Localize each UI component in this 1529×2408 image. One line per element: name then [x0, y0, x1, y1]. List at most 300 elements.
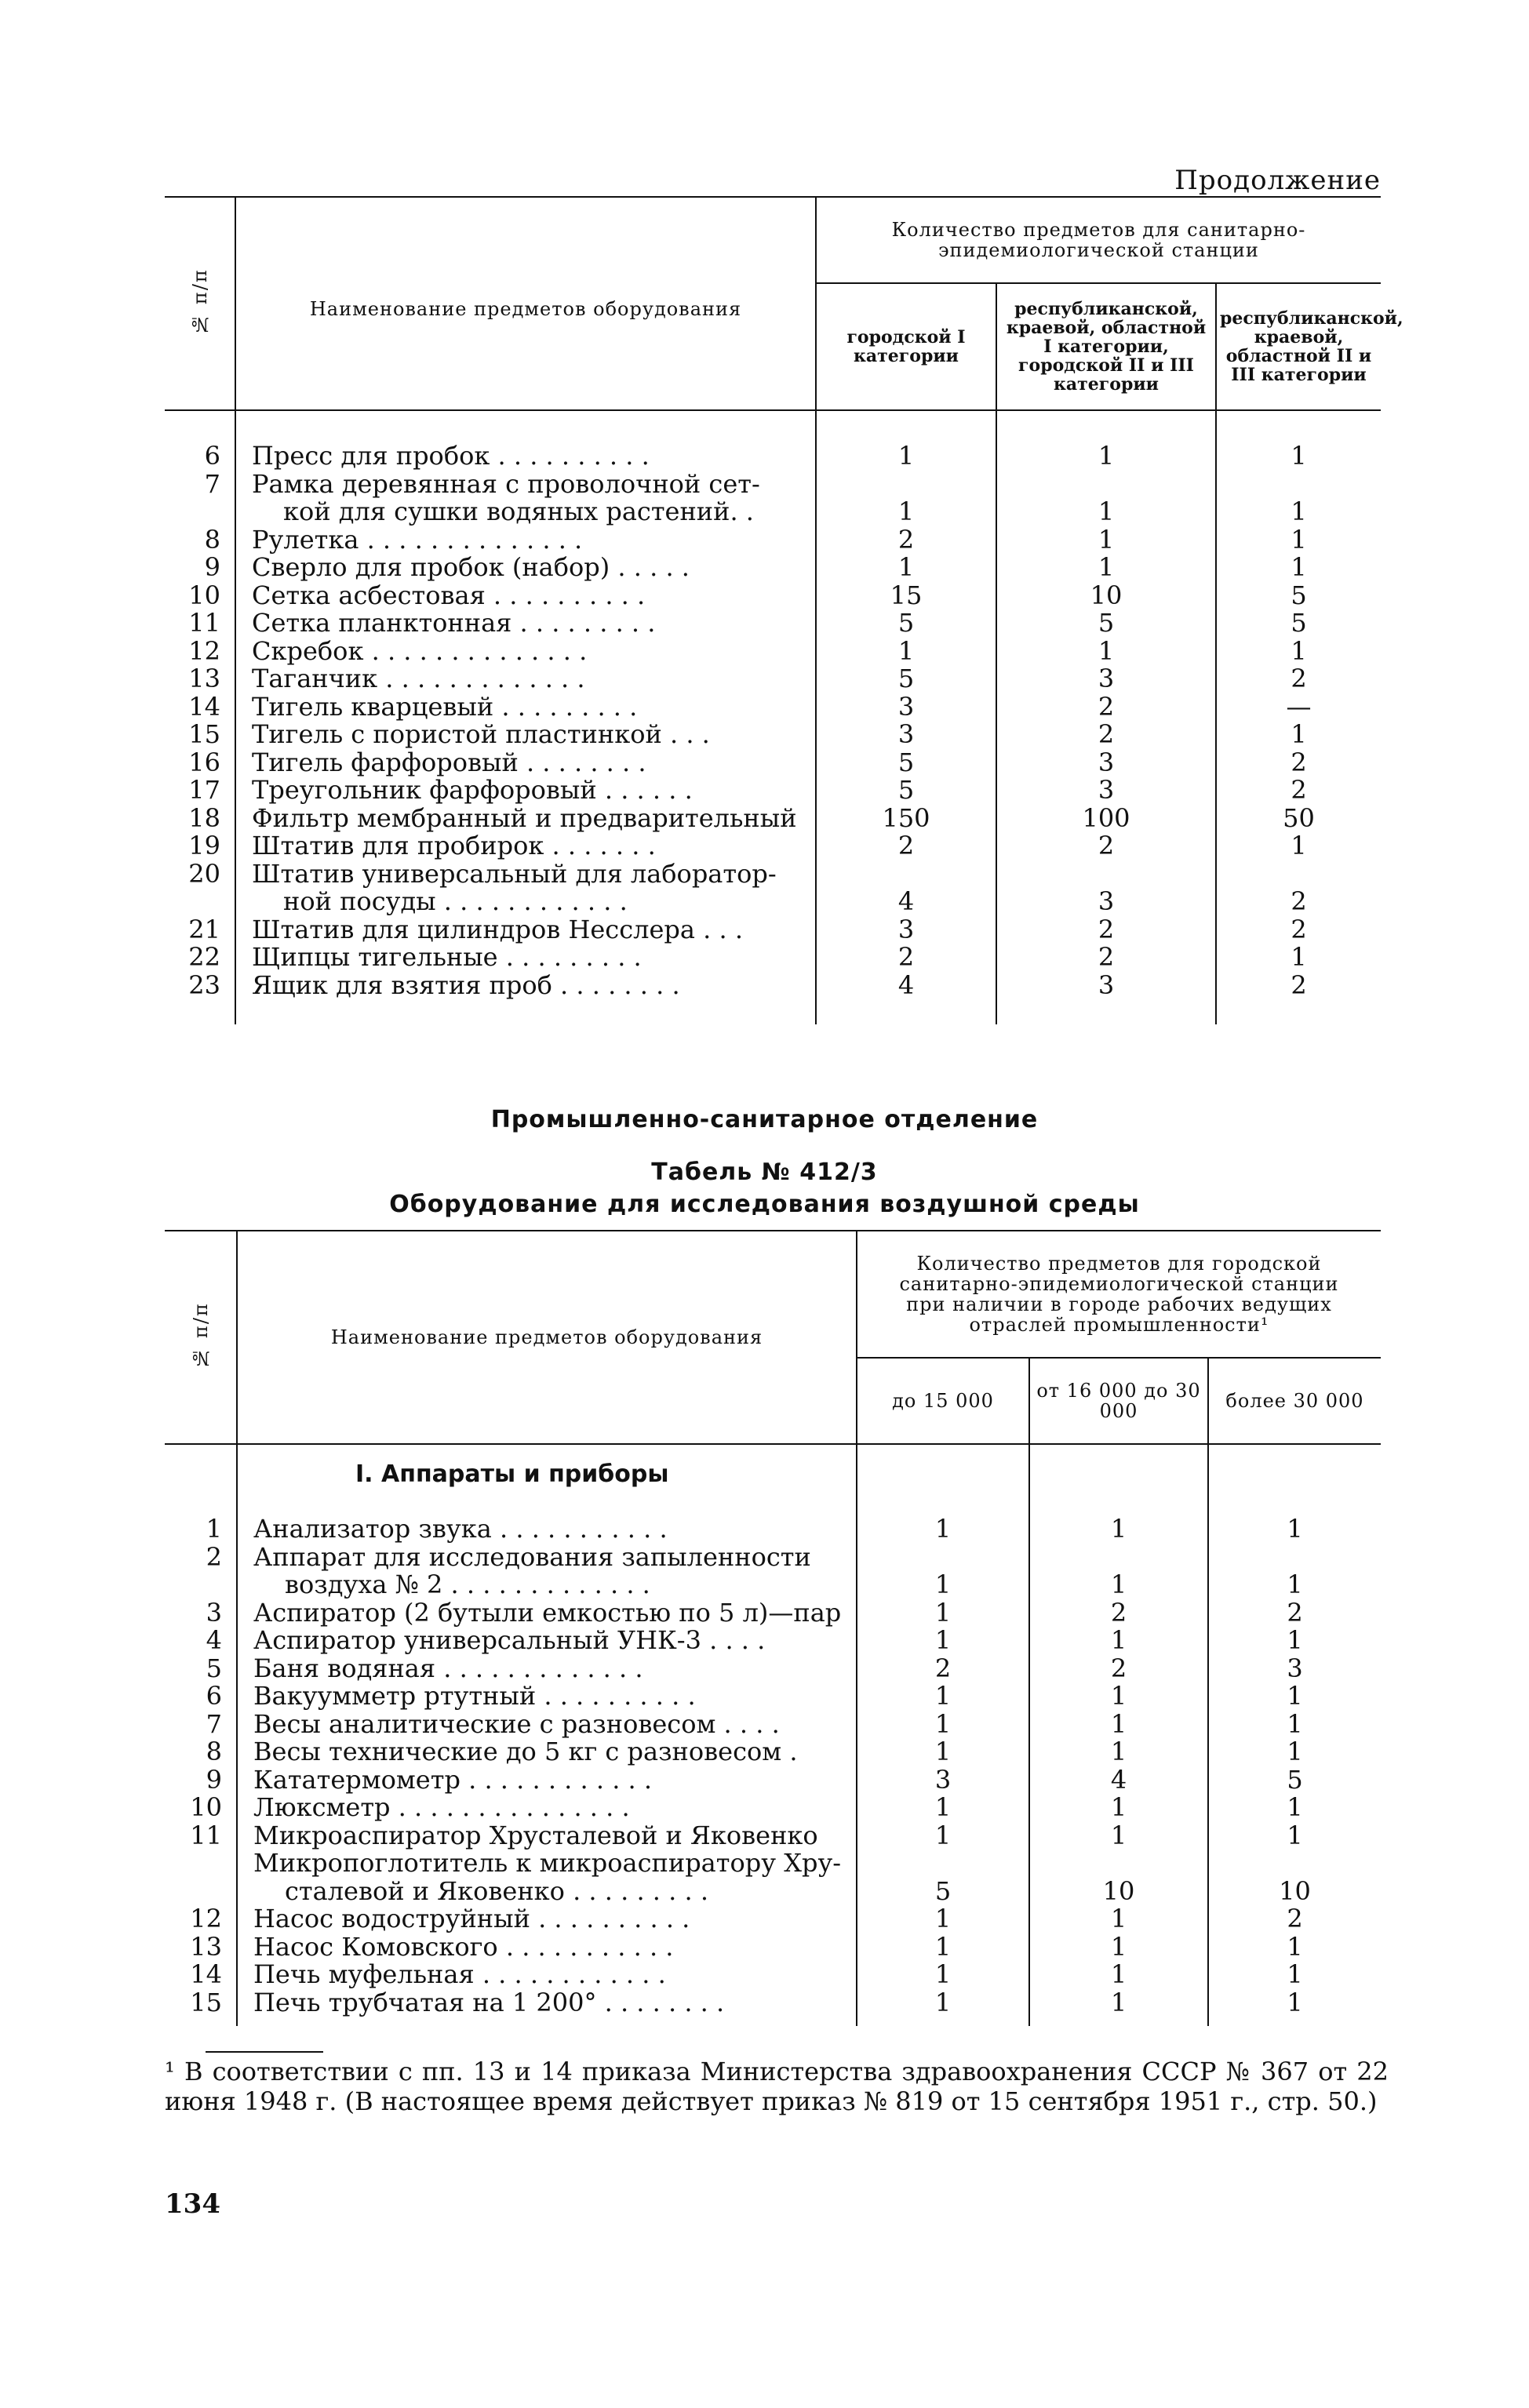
row-number-text: 6: [206, 1681, 222, 1711]
row-name: [237, 1989, 857, 2017]
row-value-line: 2: [1291, 747, 1307, 777]
row-value-line: 10: [1090, 580, 1123, 610]
row-number-text: 4: [206, 1625, 222, 1655]
row-name-line: Весы технические до 5 кг с разновесом .: [253, 1737, 798, 1766]
row-value-line: 1: [1110, 1737, 1127, 1766]
row-value-line: 1: [1287, 1570, 1303, 1599]
row-number: [165, 1989, 237, 2017]
row-number: [165, 468, 235, 526]
row-name: [237, 1961, 857, 1989]
group-header: Количество предметов для санитарно-эпидемиологической станции: [816, 197, 1381, 283]
row-value-line: 50: [1283, 802, 1315, 833]
footnote: ¹ В соответствии с пп. 13 и 14 приказа Министерства здравоохранения СССР № 367 от 22 июня 1948 г. (В настоящее время действует приказ № 819 от 15 сентября 1951 г., стр. 50.): [165, 2057, 1389, 2116]
row-name-line: Тигель кварцевый . . . . . . . . .: [252, 691, 638, 722]
row-value-line: 1: [934, 1625, 952, 1655]
spacer-cell: [1216, 410, 1381, 442]
row-value: [816, 777, 996, 805]
row-value: [857, 1933, 1029, 1962]
row-value-line: 100: [1082, 802, 1130, 833]
page-number: 134: [165, 2188, 220, 2220]
row-number-text: 7: [206, 1708, 222, 1739]
row-name: [237, 1822, 857, 1906]
row-number: [165, 609, 235, 638]
row-value: [816, 969, 996, 1000]
row-value-line: 3: [1098, 969, 1115, 1000]
row-value: [816, 832, 996, 860]
row-value: [1029, 1961, 1208, 1989]
row-value: [1208, 1655, 1381, 1683]
col-header-1: до 15 000: [857, 1358, 1029, 1444]
table-row: [165, 471, 1381, 526]
row-value: [1216, 916, 1381, 944]
table-row: [165, 1794, 1381, 1822]
row-number-text: 6: [204, 441, 220, 471]
row-value: [857, 1515, 1029, 1544]
spacer-cell: [1208, 1444, 1381, 1460]
row-name-line: Вакуумметр ртутный . . . . . . . . . .: [253, 1681, 696, 1711]
row-number: [165, 944, 235, 972]
row-value-line: [817, 860, 996, 889]
row-value-line: 3: [897, 914, 915, 944]
row-value: [996, 693, 1216, 722]
row-value: [1216, 609, 1381, 638]
row-name-line: Кататермометр . . . . . . . . . . . .: [253, 1764, 653, 1795]
row-name-line: Весы аналитические с разновесом . . . .: [253, 1708, 780, 1739]
row-value-line: 1: [1287, 1987, 1303, 2017]
row-value: [1029, 1627, 1208, 1655]
row-number-text: 14: [188, 691, 220, 722]
row-value: [1216, 693, 1381, 722]
row-value-line: 5: [1287, 1764, 1303, 1795]
spacer-cell: [857, 2017, 1029, 2026]
row-value-line: 15: [890, 580, 923, 610]
row-name-line: Люксметр . . . . . . . . . . . . . . .: [253, 1792, 630, 1822]
row-number-text: 13: [190, 1931, 222, 1962]
row-value-line: [1209, 1544, 1381, 1572]
row-number: [165, 1905, 237, 1933]
spacer-cell: [857, 1444, 1029, 1460]
row-name: [235, 554, 816, 582]
row-name-line: ной посуды . . . . . . . . . . . .: [283, 886, 628, 916]
table-row: [165, 1682, 1381, 1711]
row-value-line: 2: [934, 1653, 952, 1683]
row-value: [996, 777, 1216, 805]
row-value: [996, 802, 1216, 833]
row-value-line: 5: [897, 664, 915, 693]
spacer-cell: [1216, 999, 1381, 1024]
row-value-line: 1: [1110, 1681, 1127, 1711]
table-row: [165, 944, 1381, 972]
row-value-line: 2: [1098, 831, 1115, 860]
row-value-line: 2: [1291, 886, 1307, 916]
row-value: [1029, 1599, 1208, 1628]
row-value: [1208, 1794, 1381, 1822]
row-value: [1208, 1989, 1381, 2017]
row-value-line: [997, 860, 1215, 889]
row-value: [996, 916, 1216, 944]
row-value-line: 1: [1291, 831, 1307, 860]
row-value: [1216, 721, 1381, 749]
row-value-line: 5: [897, 747, 915, 777]
row-value: [816, 442, 996, 471]
row-number: [165, 554, 235, 582]
spacer-cell: [857, 1460, 1029, 1515]
row-number-text: 18: [188, 802, 220, 833]
row-name-line: Аспиратор универсальный УНК-3 . . . .: [253, 1625, 766, 1655]
row-value: [1208, 1933, 1381, 1962]
row-value: [857, 1708, 1029, 1739]
row-value-line: 1: [1110, 1708, 1127, 1739]
row-value: [996, 665, 1216, 693]
row-number: [165, 665, 235, 693]
row-name-line: сталевой и Яковенко . . . . . . . . .: [285, 1875, 708, 1906]
row-name-line: Сверло для пробок (набор) . . . . .: [252, 552, 690, 582]
row-value: [1216, 969, 1381, 1000]
row-value: [816, 860, 996, 916]
row-number: [165, 582, 235, 610]
row-value-line: 5: [1291, 580, 1307, 610]
row-name-line: Тигель с пористой пластинкой . . .: [252, 719, 710, 749]
row-value-line: 1: [1098, 635, 1115, 666]
row-number: [165, 832, 235, 860]
row-value-line: 2: [1291, 775, 1307, 805]
row-value: [996, 749, 1216, 777]
row-number-text: 11: [190, 1820, 222, 1850]
row-name: [237, 1905, 857, 1933]
table-row: [165, 860, 1381, 916]
row-number-text: 10: [190, 1792, 222, 1822]
row-value-line: [1030, 1544, 1207, 1572]
row-number: [165, 969, 235, 1000]
group-header: Количество предметов для городской санитарно-эпидемиологической станции при наличии в городе рабочих ведущих отраслей промышленности¹: [857, 1231, 1381, 1358]
row-name: [235, 860, 816, 916]
row-name-line: Печь муфельная . . . . . . . . . . . .: [253, 1959, 666, 1989]
row-value-line: 1: [934, 1708, 952, 1739]
spacer-cell: [165, 1444, 237, 1460]
row-value: [816, 916, 996, 944]
row-number: [165, 1655, 237, 1683]
row-value-line: 2: [1291, 914, 1307, 944]
row-number: [165, 1961, 237, 1989]
tabel-title: Табель № 412/3: [651, 1159, 878, 1186]
row-value-line: 1: [1110, 1792, 1127, 1822]
row-name: [235, 693, 816, 722]
row-value-line: 1: [1098, 497, 1115, 526]
row-value-line: 2: [897, 524, 915, 555]
row-value: [1029, 1708, 1208, 1739]
table-row: [165, 1627, 1381, 1655]
row-value: [857, 1544, 1029, 1599]
row-value: [816, 582, 996, 610]
row-value: [1208, 1708, 1381, 1739]
row-value-line: 1: [934, 1514, 952, 1544]
row-value-line: 2: [897, 942, 915, 972]
row-number: [165, 635, 235, 666]
row-value: [996, 554, 1216, 582]
row-value: [1029, 1822, 1208, 1906]
table-row: [165, 777, 1381, 805]
row-value: [1208, 1822, 1381, 1906]
row-value: [857, 1905, 1029, 1933]
row-name-line: Таганчик . . . . . . . . . . . . .: [252, 664, 585, 693]
row-value: [1216, 802, 1381, 833]
table-row: [165, 554, 1381, 582]
row-name: [235, 468, 816, 526]
row-name: [237, 1627, 857, 1655]
row-number-text: 2: [206, 1541, 222, 1572]
table-row: [165, 721, 1381, 749]
row-value-line: 1: [934, 1570, 952, 1599]
row-name: [235, 442, 816, 471]
row-value-line: 2: [1291, 664, 1307, 693]
spacer-cell: [1208, 2017, 1381, 2026]
row-name: [235, 916, 816, 944]
table-row: [165, 1933, 1381, 1962]
row-number: [165, 442, 235, 471]
row-value-line: 5: [1291, 608, 1307, 638]
spacer-cell: [165, 410, 235, 442]
row-value-line: 1: [1291, 719, 1307, 749]
row-value-line: 1: [934, 1792, 952, 1822]
row-name: [235, 777, 816, 805]
table-row: [165, 665, 1381, 693]
row-number: [165, 802, 235, 833]
row-value: [857, 1766, 1029, 1795]
row-value-line: [1030, 1850, 1207, 1878]
row-name: [237, 1933, 857, 1962]
row-value-line: 2: [1287, 1597, 1303, 1628]
row-value: [1029, 1794, 1208, 1822]
row-number-text: 15: [190, 1987, 222, 2017]
row-value: [857, 1627, 1029, 1655]
row-value: [1029, 1655, 1208, 1683]
row-value: [1029, 1682, 1208, 1711]
row-value-line: 1: [1110, 1570, 1127, 1599]
spacer-cell: [237, 1444, 857, 1460]
spacer-cell: [996, 999, 1216, 1024]
row-value: [816, 635, 996, 666]
table-row: [165, 1711, 1381, 1739]
row-value-line: 1: [1287, 1708, 1303, 1739]
row-value-line: 3: [1098, 747, 1115, 777]
row-value-line: 1: [1287, 1820, 1303, 1850]
row-value-line: 1: [1110, 1820, 1127, 1850]
row-value: [1029, 1766, 1208, 1795]
row-value-line: [997, 471, 1215, 499]
table-row: [165, 1961, 1381, 1989]
row-number: [165, 1766, 237, 1795]
row-number: [165, 721, 235, 749]
spacer-cell: [1029, 1444, 1208, 1460]
row-value: [816, 665, 996, 693]
row-value-line: 150: [882, 802, 930, 833]
table-row: [165, 526, 1381, 555]
row-value-line: [857, 1850, 1028, 1878]
row-value: [1029, 1989, 1208, 2017]
row-name: [237, 1766, 857, 1795]
row-value-line: 1: [897, 441, 915, 471]
row-number: [165, 693, 235, 722]
spacer-cell: [235, 999, 816, 1024]
row-value-line: 1: [934, 1820, 952, 1850]
spacer-cell: [816, 999, 996, 1024]
spacer-cell: [165, 999, 235, 1024]
row-value: [816, 609, 996, 638]
row-name: [235, 802, 816, 833]
table-row: [165, 1738, 1381, 1766]
row-value-line: 1: [897, 635, 915, 666]
row-value-line: 1: [897, 552, 915, 582]
row-number-text: 3: [206, 1597, 222, 1628]
row-name: [237, 1599, 857, 1628]
row-value-line: 2: [1098, 719, 1115, 749]
table-row: [165, 582, 1381, 610]
row-value: [857, 1655, 1029, 1683]
row-value-line: 2: [1098, 691, 1115, 722]
row-value-line: 1: [1291, 524, 1307, 555]
row-value-line: [817, 471, 996, 499]
row-name-line: Ящик для взятия проб . . . . . . . .: [252, 969, 680, 1000]
row-value-line: 1: [1110, 1514, 1127, 1544]
row-value-line: 1: [1287, 1737, 1303, 1766]
row-name: [237, 1738, 857, 1766]
table-row: [165, 972, 1381, 1000]
table-row: [165, 1905, 1381, 1933]
row-value: [1216, 749, 1381, 777]
row-number: [165, 916, 235, 944]
row-value-line: 3: [897, 719, 915, 749]
row-value-line: [1209, 1850, 1381, 1878]
row-number: [165, 1738, 237, 1766]
row-value: [996, 944, 1216, 972]
row-value-line: 2: [1098, 942, 1115, 972]
row-number-text: 5: [206, 1653, 222, 1683]
row-value-line: 1: [934, 1987, 952, 2017]
row-number: [165, 777, 235, 805]
row-value: [816, 554, 996, 582]
row-value: [1216, 582, 1381, 610]
table-title: Оборудование для исследования воздушной среды: [389, 1191, 1140, 1218]
row-number-text: 10: [188, 580, 220, 610]
row-number: [165, 1541, 237, 1599]
row-value-line: 1: [1287, 1792, 1303, 1822]
row-name-line: Тигель фарфоровый . . . . . . . .: [252, 747, 646, 777]
row-value-line: 1: [1110, 1625, 1127, 1655]
row-number-text: 1: [206, 1514, 222, 1544]
row-value-line: 3: [1098, 775, 1115, 805]
row-value: [1216, 442, 1381, 471]
row-name-line: Аспиратор (2 бутыли емкостью по 5 л)—пар: [253, 1597, 842, 1628]
row-value-line: —: [1286, 691, 1312, 722]
row-value: [816, 693, 996, 722]
table-row: [165, 442, 1381, 471]
row-value-line: 1: [1287, 1625, 1303, 1655]
row-value: [996, 582, 1216, 610]
col-num-header: № п/п: [165, 197, 235, 410]
table-row: [165, 749, 1381, 777]
row-value: [996, 526, 1216, 555]
row-value: [996, 969, 1216, 1000]
row-value-line: 5: [934, 1875, 952, 1906]
row-value-line: 3: [1098, 664, 1115, 693]
row-name-line: Треугольник фарфоровый . . . . . .: [252, 775, 693, 805]
row-value-line: 1: [1287, 1931, 1303, 1962]
row-value-line: 10: [1279, 1875, 1311, 1906]
row-number: [165, 1822, 237, 1906]
row-value-line: 3: [934, 1764, 952, 1795]
row-value-line: 10: [1102, 1875, 1135, 1906]
spacer-cell: [235, 410, 816, 442]
row-value-line: 1: [1110, 1931, 1127, 1962]
row-value: [857, 1989, 1029, 2017]
row-value: [816, 749, 996, 777]
row-value-line: 2: [1291, 969, 1307, 1000]
row-name: [237, 1794, 857, 1822]
col-num-header: № п/п: [165, 1231, 237, 1444]
row-name: [235, 609, 816, 638]
row-name-line: Насос Комовского . . . . . . . . . . .: [253, 1931, 674, 1962]
row-name-line: Аппарат для исследования запыленности: [253, 1541, 811, 1572]
row-number: [165, 1515, 237, 1544]
row-value: [857, 1961, 1029, 1989]
row-value: [1216, 526, 1381, 555]
row-name: [235, 969, 816, 1000]
row-value-line: [1217, 471, 1381, 499]
row-value: [996, 609, 1216, 638]
spacer-cell: [996, 410, 1216, 442]
row-value: [1208, 1627, 1381, 1655]
row-value: [857, 1599, 1029, 1628]
row-name-line: Рулетка . . . . . . . . . . . . . .: [252, 524, 583, 555]
row-value: [1208, 1544, 1381, 1599]
row-value-line: 1: [1098, 441, 1115, 471]
row-value-line: 1: [1287, 1959, 1303, 1989]
row-name-line: Микроаспиратор Хрусталевой и Яковенко: [253, 1820, 818, 1850]
row-value-line: 4: [1110, 1764, 1127, 1795]
row-number: [165, 749, 235, 777]
row-name: [235, 635, 816, 666]
col-header-1: городской I категории: [816, 283, 996, 410]
row-value: [1216, 777, 1381, 805]
row-value: [996, 635, 1216, 666]
col-header-3: более 30 000: [1208, 1358, 1381, 1444]
table-row: [165, 832, 1381, 860]
row-value-line: 1: [1098, 524, 1115, 555]
row-value: [1216, 635, 1381, 666]
row-name-line: воздуха № 2 . . . . . . . . . . . . .: [285, 1570, 650, 1599]
spacer-cell: [816, 410, 996, 442]
row-value: [857, 1682, 1029, 1711]
row-value-line: 1: [934, 1597, 952, 1628]
spacer-cell: [165, 2017, 237, 2026]
row-value-line: 2: [1098, 914, 1115, 944]
row-name: [237, 1708, 857, 1739]
row-name: [237, 1682, 857, 1711]
row-value-line: 1: [1291, 441, 1307, 471]
spacer-cell: [1029, 1460, 1208, 1515]
row-value-line: 1: [897, 497, 915, 526]
row-number-text: 9: [206, 1764, 222, 1795]
row-value-line: 1: [1291, 635, 1307, 666]
table-row: [165, 1766, 1381, 1795]
row-name-line: Микропоглотитель к микроаспиратору Хру-: [253, 1848, 842, 1878]
row-name-line: кой для сушки водяных растений. .: [283, 497, 754, 526]
row-value: [996, 721, 1216, 749]
row-value: [857, 1738, 1029, 1766]
row-value-line: 5: [1098, 608, 1115, 638]
col-header-3: республиканской, краевой, областной II и III категории: [1216, 283, 1381, 410]
row-name-line: Штатив универсальный для лаборатор-: [252, 858, 777, 889]
